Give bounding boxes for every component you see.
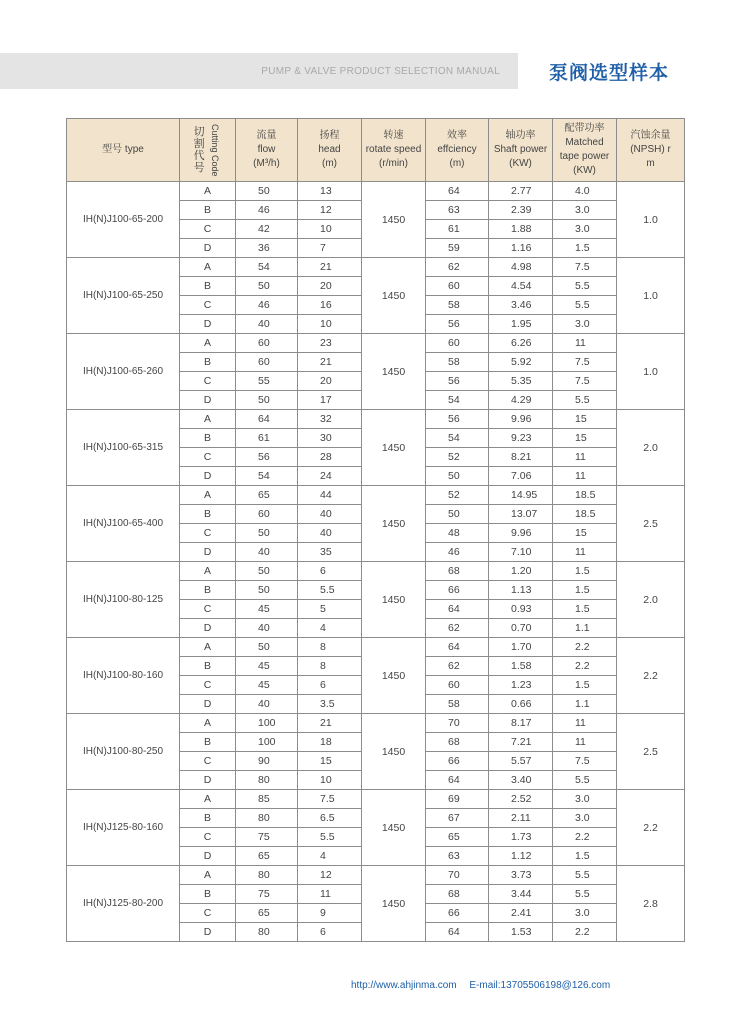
col-header-shaft-power: 轴功率 Shaft power (KW)	[489, 119, 553, 182]
shaft-power-cell: 3.40	[489, 771, 553, 790]
table-row	[67, 410, 685, 429]
speed-cell: 1450	[362, 258, 426, 334]
cutting-code-cell: C	[180, 600, 236, 619]
head-cell: 23	[298, 334, 362, 353]
head-cell: 3.5	[298, 695, 362, 714]
head-cell: 11	[298, 885, 362, 904]
matched-power-cell: 5.5	[553, 866, 617, 885]
efficiency-cell: 64	[426, 600, 489, 619]
matched-power-cell: 1.5	[553, 847, 617, 866]
efficiency-cell: 66	[426, 581, 489, 600]
shaft-power-cell: 9.96	[489, 410, 553, 429]
table-row	[67, 714, 685, 733]
speed-cell: 1450	[362, 410, 426, 486]
matched-power-cell: 1.1	[553, 619, 617, 638]
cutting-code-cell: C	[180, 296, 236, 315]
head-cell: 13	[298, 182, 362, 201]
pump-selection-table	[66, 118, 685, 942]
cutting-code-cell: B	[180, 201, 236, 220]
shaft-power-cell: 5.57	[489, 752, 553, 771]
head-cell: 7.5	[298, 790, 362, 809]
shaft-power-cell: 4.29	[489, 391, 553, 410]
efficiency-cell: 66	[426, 904, 489, 923]
efficiency-cell: 58	[426, 296, 489, 315]
model-cell: IH(N)J125-80-200	[67, 866, 180, 942]
model-cell: IH(N)J125-80-160	[67, 790, 180, 866]
head-cell: 21	[298, 258, 362, 277]
flow-cell: 54	[236, 258, 298, 277]
cutting-code-cell: D	[180, 391, 236, 410]
matched-power-cell: 18.5	[553, 486, 617, 505]
flow-cell: 75	[236, 828, 298, 847]
flow-cell: 50	[236, 182, 298, 201]
flow-cell: 50	[236, 524, 298, 543]
flow-cell: 50	[236, 391, 298, 410]
flow-cell: 100	[236, 733, 298, 752]
flow-cell: 56	[236, 448, 298, 467]
flow-cell: 50	[236, 638, 298, 657]
shaft-power-cell: 1.12	[489, 847, 553, 866]
flow-cell: 85	[236, 790, 298, 809]
shaft-power-cell: 2.41	[489, 904, 553, 923]
head-cell: 6.5	[298, 809, 362, 828]
col-header-efficiency: 效率 effciency (m)	[426, 119, 489, 182]
npsh-cell: 2.5	[617, 486, 685, 562]
flow-cell: 46	[236, 201, 298, 220]
flow-cell: 42	[236, 220, 298, 239]
shaft-power-cell: 3.73	[489, 866, 553, 885]
cutting-code-cell: D	[180, 847, 236, 866]
matched-power-cell: 3.0	[553, 790, 617, 809]
cutting-code-cell: C	[180, 828, 236, 847]
cutting-code-cell: D	[180, 315, 236, 334]
flow-cell: 65	[236, 847, 298, 866]
shaft-power-cell: 14.95	[489, 486, 553, 505]
flow-cell: 65	[236, 904, 298, 923]
footer-url[interactable]: http://www.ahjinma.com	[351, 980, 457, 991]
cutting-code-cell: D	[180, 923, 236, 942]
matched-power-cell: 5.5	[553, 771, 617, 790]
shaft-power-cell: 1.88	[489, 220, 553, 239]
matched-power-cell: 5.5	[553, 296, 617, 315]
matched-power-cell: 11	[553, 334, 617, 353]
shaft-power-cell: 1.23	[489, 676, 553, 695]
flow-cell: 90	[236, 752, 298, 771]
flow-cell: 45	[236, 600, 298, 619]
flow-cell: 40	[236, 695, 298, 714]
head-cell: 40	[298, 505, 362, 524]
efficiency-cell: 64	[426, 182, 489, 201]
head-cell: 8	[298, 657, 362, 676]
table-row	[67, 866, 685, 885]
head-cell: 5	[298, 600, 362, 619]
shaft-power-cell: 7.21	[489, 733, 553, 752]
cutting-code-cell: B	[180, 885, 236, 904]
head-cell: 32	[298, 410, 362, 429]
shaft-power-cell: 7.10	[489, 543, 553, 562]
efficiency-cell: 59	[426, 239, 489, 258]
head-cell: 18	[298, 733, 362, 752]
shaft-power-cell: 4.54	[489, 277, 553, 296]
matched-power-cell: 11	[553, 714, 617, 733]
efficiency-cell: 54	[426, 391, 489, 410]
shaft-power-cell: 3.44	[489, 885, 553, 904]
npsh-cell: 2.0	[617, 562, 685, 638]
efficiency-cell: 54	[426, 429, 489, 448]
shaft-power-cell: 9.96	[489, 524, 553, 543]
shaft-power-cell: 5.35	[489, 372, 553, 391]
efficiency-cell: 66	[426, 752, 489, 771]
head-cell: 10	[298, 771, 362, 790]
shaft-power-cell: 2.77	[489, 182, 553, 201]
matched-power-cell: 3.0	[553, 315, 617, 334]
flow-cell: 40	[236, 543, 298, 562]
cutting-code-cell: C	[180, 372, 236, 391]
flow-cell: 45	[236, 676, 298, 695]
efficiency-cell: 62	[426, 619, 489, 638]
shaft-power-cell: 2.52	[489, 790, 553, 809]
flow-cell: 64	[236, 410, 298, 429]
model-cell: IH(N)J100-65-200	[67, 182, 180, 258]
shaft-power-cell: 1.16	[489, 239, 553, 258]
header-title: 泵阀选型样本	[549, 62, 670, 84]
cutting-code-cell: C	[180, 220, 236, 239]
head-cell: 6	[298, 923, 362, 942]
flow-cell: 80	[236, 809, 298, 828]
cutting-code-cell: A	[180, 410, 236, 429]
cutting-code-cell: C	[180, 448, 236, 467]
efficiency-cell: 60	[426, 334, 489, 353]
col-header-cutting-code	[180, 119, 236, 182]
flow-cell: 55	[236, 372, 298, 391]
head-cell: 20	[298, 277, 362, 296]
npsh-cell: 1.0	[617, 182, 685, 258]
matched-power-cell: 2.2	[553, 657, 617, 676]
matched-power-cell: 1.5	[553, 581, 617, 600]
table-body	[67, 182, 685, 942]
shaft-power-cell: 8.21	[489, 448, 553, 467]
table-row	[67, 486, 685, 505]
shaft-power-cell: 1.73	[489, 828, 553, 847]
matched-power-cell: 15	[553, 524, 617, 543]
matched-power-cell: 2.2	[553, 828, 617, 847]
npsh-cell: 2.2	[617, 638, 685, 714]
shaft-power-cell: 5.92	[489, 353, 553, 372]
shaft-power-cell: 1.20	[489, 562, 553, 581]
shaft-power-cell: 13.07	[489, 505, 553, 524]
model-cell: IH(N)J100-80-160	[67, 638, 180, 714]
model-cell: IH(N)J100-65-250	[67, 258, 180, 334]
head-cell: 44	[298, 486, 362, 505]
efficiency-cell: 68	[426, 733, 489, 752]
shaft-power-cell: 0.93	[489, 600, 553, 619]
cutting-code-cell: D	[180, 771, 236, 790]
shaft-power-cell: 2.11	[489, 809, 553, 828]
matched-power-cell: 4.0	[553, 182, 617, 201]
efficiency-cell: 60	[426, 277, 489, 296]
table-header-row	[67, 119, 685, 182]
cutting-code-cell: A	[180, 790, 236, 809]
shaft-power-cell: 0.66	[489, 695, 553, 714]
matched-power-cell: 5.5	[553, 391, 617, 410]
shaft-power-cell: 6.26	[489, 334, 553, 353]
col-header-model: 型号 type	[67, 119, 180, 182]
efficiency-cell: 52	[426, 486, 489, 505]
head-cell: 15	[298, 752, 362, 771]
matched-power-cell: 3.0	[553, 809, 617, 828]
flow-cell: 61	[236, 429, 298, 448]
head-cell: 28	[298, 448, 362, 467]
efficiency-cell: 52	[426, 448, 489, 467]
head-cell: 21	[298, 353, 362, 372]
npsh-cell: 2.5	[617, 714, 685, 790]
head-cell: 6	[298, 676, 362, 695]
npsh-cell: 2.2	[617, 790, 685, 866]
matched-power-cell: 2.2	[553, 638, 617, 657]
efficiency-cell: 46	[426, 543, 489, 562]
matched-power-cell: 1.5	[553, 562, 617, 581]
matched-power-cell: 11	[553, 543, 617, 562]
table-row	[67, 258, 685, 277]
flow-cell: 60	[236, 353, 298, 372]
head-cell: 24	[298, 467, 362, 486]
efficiency-cell: 63	[426, 847, 489, 866]
cutting-code-cell: C	[180, 904, 236, 923]
head-cell: 17	[298, 391, 362, 410]
efficiency-cell: 60	[426, 676, 489, 695]
cutting-code-cell: C	[180, 752, 236, 771]
cutting-code-cell: B	[180, 809, 236, 828]
cutting-code-cell: A	[180, 486, 236, 505]
cutting-code-cell: D	[180, 695, 236, 714]
head-cell: 10	[298, 315, 362, 334]
cutting-code-cell: B	[180, 657, 236, 676]
cutting-code-en: Cutting Code	[209, 123, 220, 177]
efficiency-cell: 58	[426, 353, 489, 372]
matched-power-cell: 18.5	[553, 505, 617, 524]
shaft-power-cell: 1.58	[489, 657, 553, 676]
shaft-power-cell: 1.53	[489, 923, 553, 942]
efficiency-cell: 50	[426, 505, 489, 524]
cutting-code-cell: A	[180, 866, 236, 885]
matched-power-cell: 3.0	[553, 904, 617, 923]
speed-cell: 1450	[362, 334, 426, 410]
flow-cell: 60	[236, 505, 298, 524]
cutting-code-cell: C	[180, 524, 236, 543]
shaft-power-cell: 3.46	[489, 296, 553, 315]
cutting-code-cell: B	[180, 353, 236, 372]
efficiency-cell: 68	[426, 562, 489, 581]
head-cell: 12	[298, 866, 362, 885]
matched-power-cell: 1.5	[553, 239, 617, 258]
col-header-speed: 转速 rotate speed (r/min)	[362, 119, 426, 182]
flow-cell: 46	[236, 296, 298, 315]
shaft-power-cell: 1.13	[489, 581, 553, 600]
shaft-power-cell: 0.70	[489, 619, 553, 638]
footer	[351, 980, 620, 991]
shaft-power-cell: 2.39	[489, 201, 553, 220]
npsh-cell: 1.0	[617, 334, 685, 410]
flow-cell: 40	[236, 619, 298, 638]
flow-cell: 75	[236, 885, 298, 904]
cutting-code-cell: A	[180, 182, 236, 201]
col-header-head: 扬程 head (m)	[298, 119, 362, 182]
matched-power-cell: 15	[553, 410, 617, 429]
head-cell: 16	[298, 296, 362, 315]
shaft-power-cell: 1.70	[489, 638, 553, 657]
shaft-power-cell: 1.95	[489, 315, 553, 334]
cutting-code-cn: 切割代号	[193, 126, 205, 174]
table-row	[67, 334, 685, 353]
npsh-cell: 2.0	[617, 410, 685, 486]
cutting-code-cell: B	[180, 581, 236, 600]
efficiency-cell: 64	[426, 771, 489, 790]
speed-cell: 1450	[362, 638, 426, 714]
matched-power-cell: 1.5	[553, 600, 617, 619]
efficiency-cell: 62	[426, 657, 489, 676]
model-cell: IH(N)J100-65-260	[67, 334, 180, 410]
head-cell: 20	[298, 372, 362, 391]
speed-cell: 1450	[362, 182, 426, 258]
efficiency-cell: 62	[426, 258, 489, 277]
matched-power-cell: 15	[553, 429, 617, 448]
efficiency-cell: 48	[426, 524, 489, 543]
head-cell: 9	[298, 904, 362, 923]
head-cell: 4	[298, 847, 362, 866]
col-header-flow: 流量 flow (M³/h)	[236, 119, 298, 182]
head-cell: 7	[298, 239, 362, 258]
table-row	[67, 182, 685, 201]
header-subtitle: PUMP & VALVE PRODUCT SELECTION MANUAL	[261, 66, 500, 77]
cutting-code-cell: B	[180, 505, 236, 524]
flow-cell: 40	[236, 315, 298, 334]
matched-power-cell: 11	[553, 448, 617, 467]
head-cell: 5.5	[298, 828, 362, 847]
cutting-code-cell: A	[180, 714, 236, 733]
matched-power-cell: 1.5	[553, 676, 617, 695]
efficiency-cell: 56	[426, 372, 489, 391]
matched-power-cell: 3.0	[553, 220, 617, 239]
efficiency-cell: 70	[426, 866, 489, 885]
head-cell: 6	[298, 562, 362, 581]
table-row	[67, 790, 685, 809]
cutting-code-cell: B	[180, 277, 236, 296]
head-cell: 40	[298, 524, 362, 543]
flow-cell: 80	[236, 866, 298, 885]
flow-cell: 36	[236, 239, 298, 258]
flow-cell: 45	[236, 657, 298, 676]
efficiency-cell: 69	[426, 790, 489, 809]
cutting-code-cell: A	[180, 638, 236, 657]
head-cell: 5.5	[298, 581, 362, 600]
matched-power-cell: 11	[553, 733, 617, 752]
speed-cell: 1450	[362, 562, 426, 638]
matched-power-cell: 7.5	[553, 353, 617, 372]
shaft-power-cell: 7.06	[489, 467, 553, 486]
matched-power-cell: 5.5	[553, 885, 617, 904]
npsh-cell: 1.0	[617, 258, 685, 334]
cutting-code-cell: D	[180, 619, 236, 638]
efficiency-cell: 65	[426, 828, 489, 847]
efficiency-cell: 67	[426, 809, 489, 828]
flow-cell: 54	[236, 467, 298, 486]
efficiency-cell: 63	[426, 201, 489, 220]
col-header-matched-power: 配带功率 Matched tape power (KW)	[553, 119, 617, 182]
head-cell: 8	[298, 638, 362, 657]
cutting-code-cell: A	[180, 334, 236, 353]
cutting-code-cell: A	[180, 562, 236, 581]
flow-cell: 80	[236, 923, 298, 942]
col-header-npsh: 汽蚀余量 (NPSH) r m	[617, 119, 685, 182]
model-cell: IH(N)J100-80-125	[67, 562, 180, 638]
cutting-code-cell: D	[180, 467, 236, 486]
head-cell: 4	[298, 619, 362, 638]
speed-cell: 1450	[362, 866, 426, 942]
matched-power-cell: 11	[553, 467, 617, 486]
npsh-cell: 2.8	[617, 866, 685, 942]
efficiency-cell: 68	[426, 885, 489, 904]
model-cell: IH(N)J100-80-250	[67, 714, 180, 790]
matched-power-cell: 2.2	[553, 923, 617, 942]
cutting-code-cell: D	[180, 239, 236, 258]
matched-power-cell: 7.5	[553, 372, 617, 391]
shaft-power-cell: 4.98	[489, 258, 553, 277]
speed-cell: 1450	[362, 790, 426, 866]
matched-power-cell: 7.5	[553, 752, 617, 771]
flow-cell: 80	[236, 771, 298, 790]
head-cell: 21	[298, 714, 362, 733]
model-cell: IH(N)J100-65-315	[67, 410, 180, 486]
flow-cell: 100	[236, 714, 298, 733]
flow-cell: 65	[236, 486, 298, 505]
efficiency-cell: 58	[426, 695, 489, 714]
efficiency-cell: 64	[426, 923, 489, 942]
head-cell: 35	[298, 543, 362, 562]
efficiency-cell: 56	[426, 410, 489, 429]
footer-email: E-mail:13705506198@126.com	[469, 980, 611, 991]
cutting-code-cell: A	[180, 258, 236, 277]
shaft-power-cell: 9.23	[489, 429, 553, 448]
head-cell: 12	[298, 201, 362, 220]
flow-cell: 50	[236, 562, 298, 581]
speed-cell: 1450	[362, 714, 426, 790]
cutting-code-cell: B	[180, 429, 236, 448]
efficiency-cell: 56	[426, 315, 489, 334]
matched-power-cell: 1.1	[553, 695, 617, 714]
head-cell: 10	[298, 220, 362, 239]
flow-cell: 60	[236, 334, 298, 353]
matched-power-cell: 5.5	[553, 277, 617, 296]
shaft-power-cell: 8.17	[489, 714, 553, 733]
table-row	[67, 562, 685, 581]
matched-power-cell: 3.0	[553, 201, 617, 220]
cutting-code-cell: B	[180, 733, 236, 752]
efficiency-cell: 64	[426, 638, 489, 657]
efficiency-cell: 70	[426, 714, 489, 733]
matched-power-cell: 7.5	[553, 258, 617, 277]
cutting-code-cell: D	[180, 543, 236, 562]
model-cell: IH(N)J100-65-400	[67, 486, 180, 562]
speed-cell: 1450	[362, 486, 426, 562]
efficiency-cell: 50	[426, 467, 489, 486]
table-row	[67, 638, 685, 657]
head-cell: 30	[298, 429, 362, 448]
flow-cell: 50	[236, 581, 298, 600]
efficiency-cell: 61	[426, 220, 489, 239]
flow-cell: 50	[236, 277, 298, 296]
cutting-code-cell: C	[180, 676, 236, 695]
